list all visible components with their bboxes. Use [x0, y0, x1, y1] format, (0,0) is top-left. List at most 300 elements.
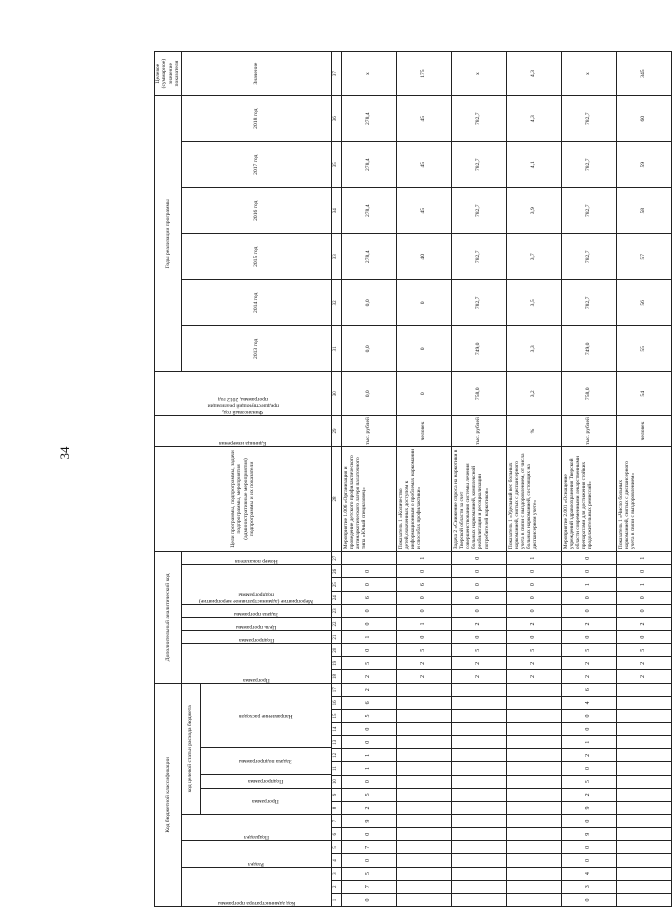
- code-digit: 0: [616, 604, 671, 617]
- code-digit: 2: [451, 670, 506, 683]
- code-digit: [506, 801, 561, 814]
- code-digit: [396, 788, 451, 801]
- code-digit: [396, 854, 451, 867]
- code-digit: 2: [506, 657, 561, 670]
- code-digit: [451, 788, 506, 801]
- code-digit: [616, 815, 671, 828]
- code-digit: 0: [341, 723, 396, 736]
- code-digit: [616, 736, 671, 749]
- code-digit: [451, 762, 506, 775]
- row-value-year: 782,7: [561, 188, 616, 234]
- table-row: [561, 52, 616, 907]
- code-digit: [396, 775, 451, 788]
- column-number: 34: [331, 188, 341, 234]
- year-2016-header: 2016 год: [181, 188, 331, 234]
- code-digit: 2: [451, 617, 506, 630]
- code-digit: 0: [506, 631, 561, 644]
- code-digit: 7: [341, 880, 396, 893]
- page-number: 34: [57, 446, 72, 460]
- column-number: 22: [331, 617, 341, 630]
- row-name: Задача 2 «Снижение спроса на наркотики в Тверской области за счет совершенствования системы лечения больных наркоманией, комплексной реабилитации и ресоциализации потребителей наркотиков»: [451, 446, 506, 551]
- code-digit: 2: [616, 657, 671, 670]
- row-value-year: 56: [616, 280, 671, 326]
- code-digit: 0: [616, 631, 671, 644]
- code-digit: 5: [506, 644, 561, 657]
- code-digit: [616, 762, 671, 775]
- code-digit: [616, 854, 671, 867]
- code-digit: 0: [341, 565, 396, 578]
- column-number: 32: [331, 280, 341, 326]
- row-value-year: 3,3: [506, 326, 561, 372]
- column-number: 8: [331, 801, 341, 814]
- column-number: 25: [331, 578, 341, 591]
- table-header: [155, 52, 342, 907]
- code-digit: [451, 828, 506, 841]
- column-number: 37: [331, 52, 341, 96]
- code-digit: [506, 841, 561, 854]
- add-subprogram-header: Подпрограмма: [181, 631, 331, 644]
- code-digit: [506, 788, 561, 801]
- code-digit: 5: [341, 657, 396, 670]
- code-digit: 0: [561, 723, 616, 736]
- row-value-year: 782,7: [561, 142, 616, 188]
- code-digit: 0: [561, 565, 616, 578]
- code-digit: [341, 552, 396, 565]
- code-digit: 2: [616, 670, 671, 683]
- row-value-year: 278,4: [341, 234, 396, 280]
- column-number: 24: [331, 591, 341, 604]
- code-digit: [616, 828, 671, 841]
- column-number: 14: [331, 723, 341, 736]
- year-2018-header: 2018 год: [181, 96, 331, 142]
- row-value-year: 782,7: [561, 234, 616, 280]
- table-row: [616, 52, 671, 907]
- code-digit: 0: [561, 815, 616, 828]
- code-digit: 9: [341, 815, 396, 828]
- row-value-year: 45: [396, 188, 451, 234]
- code-digit: 0: [341, 617, 396, 630]
- code-digit: 0: [396, 604, 451, 617]
- column-number-row: [331, 52, 341, 907]
- code-digit: [396, 867, 451, 880]
- row-target-value: 4,3: [506, 52, 561, 96]
- program-table: [154, 51, 672, 907]
- row-unit: тыс. рублей: [341, 416, 396, 447]
- row-name: Показатель 1 «Число больных наркоманией, снятых с диспансерного учета в связи с выздоровлением»: [616, 446, 671, 551]
- code-digit: 2: [561, 749, 616, 762]
- code-digit: 9: [561, 828, 616, 841]
- row-value-year: 749,0: [451, 326, 506, 372]
- row-value-year: 40: [396, 234, 451, 280]
- code-digit: [616, 775, 671, 788]
- row-unit: %: [506, 416, 561, 447]
- code-digit: [451, 709, 506, 722]
- code-digit: 0: [616, 591, 671, 604]
- code-digit: [506, 723, 561, 736]
- code-digit: 1: [506, 552, 561, 565]
- code-digit: [616, 801, 671, 814]
- code-digit: [451, 775, 506, 788]
- code-digit: [396, 893, 451, 906]
- row-name: Мероприятие 1.006 «Организация и проведение детского профилактического антинаркотического лагеря палаточного типа «Юный спецназовец»: [341, 446, 396, 551]
- code-digit: 2: [341, 683, 396, 696]
- code-digit: 9: [561, 801, 616, 814]
- code-digit: 0: [561, 841, 616, 854]
- code-digit: 0: [616, 565, 671, 578]
- section-header: Раздел: [181, 841, 331, 867]
- row-value-year: 782,7: [451, 280, 506, 326]
- row-value-year: 3,5: [506, 280, 561, 326]
- row-value-2012: 54: [616, 372, 671, 416]
- code-digit: [506, 893, 561, 906]
- code-digit: [506, 683, 561, 696]
- column-number: 18: [331, 670, 341, 683]
- code-digit: 0: [396, 591, 451, 604]
- row-value-2012: 0: [396, 372, 451, 416]
- column-number: 13: [331, 736, 341, 749]
- code-digit: [616, 749, 671, 762]
- row-value-year: 782,7: [561, 96, 616, 142]
- column-number: 21: [331, 631, 341, 644]
- code-digit: [396, 801, 451, 814]
- code-digit: [396, 723, 451, 736]
- row-unit: человек: [396, 416, 451, 447]
- column-number: 4: [331, 854, 341, 867]
- year-2014-header: 2014 год: [181, 280, 331, 326]
- code-digit: [616, 867, 671, 880]
- code-digit: [451, 841, 506, 854]
- row-unit: тыс. рублей: [561, 416, 616, 447]
- code-digit: [396, 828, 451, 841]
- code-digit: [451, 723, 506, 736]
- code-digit: 6: [341, 591, 396, 604]
- row-name: Мероприятие 2.001 «Оснащение учреждений здравоохранения Тверской области современными лекарственными препаратами для достижения стойких продолжительных ремиссий»: [561, 446, 616, 551]
- code-digit: [451, 801, 506, 814]
- row-name: Показатель 1 «Удельный вес больных наркоманией, снятых с диспансерного учета в связи с выздоровлением, от числа больных наркоманией, состоящих на диспансерном учете»: [506, 446, 561, 551]
- year-2013-header: 2013 год: [181, 326, 331, 372]
- column-number: 36: [331, 96, 341, 142]
- code-digit: 0: [561, 762, 616, 775]
- column-number: 23: [331, 604, 341, 617]
- column-number: 19: [331, 657, 341, 670]
- code-digit: 1: [341, 762, 396, 775]
- code-digit: [396, 749, 451, 762]
- code-digit: 1: [561, 736, 616, 749]
- year-2017-header: 2017 год: [181, 142, 331, 188]
- row-value-year: 782,7: [451, 188, 506, 234]
- column-number: 9: [331, 788, 341, 801]
- code-digit: 0: [451, 591, 506, 604]
- column-number: 33: [331, 234, 341, 280]
- code-digit: [506, 815, 561, 828]
- code-digit: [506, 867, 561, 880]
- task-col-header: Задача подпрограммы: [239, 758, 292, 765]
- code-digit: 5: [561, 644, 616, 657]
- code-digit: 5: [341, 867, 396, 880]
- code-digit: 6: [396, 578, 451, 591]
- code-digit: 5: [396, 644, 451, 657]
- code-digit: 5: [561, 775, 616, 788]
- code-digit: [506, 736, 561, 749]
- code-digit: 7: [341, 841, 396, 854]
- column-number: 17: [331, 683, 341, 696]
- table-row: [451, 52, 506, 907]
- code-digit: 2: [396, 670, 451, 683]
- code-digit: 2: [561, 788, 616, 801]
- code-digit: [506, 762, 561, 775]
- code-digit: 2: [341, 670, 396, 683]
- code-digit: [506, 696, 561, 709]
- row-target-value: 175: [396, 52, 451, 96]
- row-value-year: 782,7: [451, 234, 506, 280]
- code-digit: [506, 709, 561, 722]
- code-digit: 1: [561, 578, 616, 591]
- code-digit: 0: [451, 631, 506, 644]
- code-digit: 2: [616, 617, 671, 630]
- column-number: 6: [331, 828, 341, 841]
- program-col-header: Программа: [252, 798, 279, 805]
- code-digit: [616, 709, 671, 722]
- row-value-year: 45: [396, 96, 451, 142]
- column-number: 27: [331, 552, 341, 565]
- code-digit: 0: [396, 565, 451, 578]
- code-digit: [396, 880, 451, 893]
- row-target-value: 345: [616, 52, 671, 96]
- code-digit: 0: [451, 565, 506, 578]
- code-digit: 0: [561, 604, 616, 617]
- column-number: 2: [331, 880, 341, 893]
- code-digit: 1: [616, 578, 671, 591]
- column-number: 28: [331, 446, 341, 551]
- code-digit: 5: [341, 788, 396, 801]
- code-digit: 1: [396, 617, 451, 630]
- code-digit: 0: [561, 893, 616, 906]
- code-digit: 0: [341, 604, 396, 617]
- column-number: 10: [331, 775, 341, 788]
- column-number: 12: [331, 749, 341, 762]
- code-digit: [506, 749, 561, 762]
- code-digit: 1: [341, 631, 396, 644]
- code-digit: 0: [561, 854, 616, 867]
- row-value-year: 4,3: [506, 96, 561, 142]
- code-digit: 6: [341, 696, 396, 709]
- column-number: 1: [331, 893, 341, 906]
- add-goal-header: Цель программы: [181, 617, 331, 630]
- code-digit: [616, 788, 671, 801]
- column-number: 7: [331, 815, 341, 828]
- column-number: 16: [331, 696, 341, 709]
- target-article-title: код целевой статьи расхода бюджета: [182, 684, 201, 814]
- table-row: [506, 52, 561, 907]
- column-number: 35: [331, 142, 341, 188]
- row-value-year: 4,1: [506, 142, 561, 188]
- code-digit: [616, 880, 671, 893]
- column-number: 3: [331, 867, 341, 880]
- code-digit: 2: [506, 670, 561, 683]
- add-task-header: Задача программы: [181, 604, 331, 617]
- code-digit: 2: [561, 657, 616, 670]
- add-indicator-header: Номер показателя: [181, 552, 331, 565]
- year-2015-header: 2015 год: [181, 234, 331, 280]
- code-digit: 0: [506, 591, 561, 604]
- code-digit: 4: [561, 696, 616, 709]
- row-value-year: 278,4: [341, 188, 396, 234]
- row-target-value: x: [341, 52, 396, 96]
- column-number: 15: [331, 709, 341, 722]
- code-digit: [396, 709, 451, 722]
- code-digit: [616, 841, 671, 854]
- row-value-2012: 0,0: [341, 372, 396, 416]
- code-digit: 0: [506, 578, 561, 591]
- value-header: Значение: [181, 52, 331, 96]
- row-value-2012: 3,2: [506, 372, 561, 416]
- row-value-year: 3,9: [506, 188, 561, 234]
- code-digit: [506, 880, 561, 893]
- row-name: Показатель 1 «Количество детей,охваченных доступом к информационным о проблемах наркомании и способах профилактики»: [396, 446, 451, 551]
- row-value-year: 0,0: [341, 326, 396, 372]
- code-digit: [451, 880, 506, 893]
- code-digit: 0: [341, 854, 396, 867]
- goals-header: Цели программы, подпрограммы, задачи подпрограммы, мероприятия (административные мероприятия) подпрограммы и их показатели: [155, 446, 332, 551]
- code-digit: 0: [506, 565, 561, 578]
- code-digit: 3: [561, 880, 616, 893]
- row-target-value: x: [451, 52, 506, 96]
- table-row: [396, 52, 451, 907]
- code-digit: [396, 683, 451, 696]
- row-value-year: 60: [616, 96, 671, 142]
- code-digit: 1: [341, 749, 396, 762]
- row-value-year: 58: [616, 188, 671, 234]
- code-digit: [451, 736, 506, 749]
- row-value-year: 57: [616, 234, 671, 280]
- table-row: [341, 52, 396, 907]
- code-digit: 0: [561, 552, 616, 565]
- code-digit: 0: [451, 552, 506, 565]
- row-target-value: x: [561, 52, 616, 96]
- code-digit: [506, 854, 561, 867]
- code-digit: [451, 815, 506, 828]
- row-value-year: 3,7: [506, 234, 561, 280]
- code-digit: 6: [561, 683, 616, 696]
- code-digit: [451, 893, 506, 906]
- code-digit: [451, 867, 506, 880]
- code-digit: 1: [396, 552, 451, 565]
- row-value-year: 59: [616, 142, 671, 188]
- years-header: Годы реализации программы: [155, 96, 182, 372]
- code-digit: [396, 815, 451, 828]
- code-digit: [396, 841, 451, 854]
- column-number: 30: [331, 372, 341, 416]
- code-digit: 0: [341, 893, 396, 906]
- row-value-year: 45: [396, 142, 451, 188]
- target-header: Целевое (суммарное) значение показателя: [155, 52, 182, 96]
- code-digit: 0: [341, 775, 396, 788]
- column-number: 29: [331, 416, 341, 447]
- row-value-year: 0: [396, 280, 451, 326]
- row-unit: тыс. рублей: [451, 416, 506, 447]
- code-digit: [616, 696, 671, 709]
- code-digit: 2: [561, 670, 616, 683]
- column-number: 31: [331, 326, 341, 372]
- row-value-year: 782,7: [561, 280, 616, 326]
- column-number: 20: [331, 644, 341, 657]
- code-digit: 1: [616, 552, 671, 565]
- table-body: [341, 52, 671, 907]
- row-unit: человек: [616, 416, 671, 447]
- code-digit: [451, 749, 506, 762]
- additional-code-header: Дополнительный аналитический код: [155, 552, 182, 684]
- column-number: 5: [331, 841, 341, 854]
- column-number: 11: [331, 762, 341, 775]
- code-digit: 5: [616, 644, 671, 657]
- program-table-sheet: [154, 51, 647, 907]
- row-value-year: 749,0: [561, 326, 616, 372]
- row-value-year: 55: [616, 326, 671, 372]
- code-digit: 0: [561, 591, 616, 604]
- code-digit: 2: [396, 657, 451, 670]
- code-digit: [396, 696, 451, 709]
- row-value-year: 0: [396, 326, 451, 372]
- fin-year-header: Финансовый год, предшествующий реализации программы, 2012 год: [155, 372, 332, 416]
- code-digit: 0: [396, 631, 451, 644]
- code-digit: 0: [451, 578, 506, 591]
- code-digit: 0: [561, 631, 616, 644]
- code-digit: [396, 762, 451, 775]
- direction-col-header: Направление расходов: [238, 712, 293, 719]
- code-digit: [451, 683, 506, 696]
- code-digit: 2: [506, 617, 561, 630]
- budget-classification-header: Код бюджетной классификации: [155, 683, 182, 906]
- code-digit: [451, 696, 506, 709]
- code-digit: [506, 775, 561, 788]
- row-value-year: 0,0: [341, 280, 396, 326]
- code-digit: 0: [506, 604, 561, 617]
- code-digit: 0: [341, 828, 396, 841]
- add-measure-header: Мероприятие (административное мероприятие) подпрограммы: [181, 565, 331, 604]
- code-digit: 2: [561, 617, 616, 630]
- code-digit: 0: [451, 604, 506, 617]
- unit-header: Единица измерения: [155, 416, 332, 447]
- code-digit: [396, 736, 451, 749]
- code-digit: [616, 683, 671, 696]
- subprogram-col-header: Подпрограмма: [248, 778, 284, 785]
- code-digit: 2: [341, 801, 396, 814]
- code-digit: 0: [341, 736, 396, 749]
- code-digit: 4: [561, 867, 616, 880]
- row-value-year: 278,4: [341, 96, 396, 142]
- code-digit: 0: [341, 578, 396, 591]
- row-value-year: 278,4: [341, 142, 396, 188]
- subsection-header: Подраздел: [181, 815, 331, 841]
- code-digit: 0: [341, 644, 396, 657]
- code-digit: 5: [341, 709, 396, 722]
- code-digit: 0: [561, 709, 616, 722]
- admin-code-header: Код администратора программы: [181, 867, 331, 906]
- row-value-2012: 758,0: [561, 372, 616, 416]
- add-program-header: Программа: [181, 644, 331, 683]
- row-value-2012: 758,0: [451, 372, 506, 416]
- row-value-year: 782,7: [451, 142, 506, 188]
- code-digit: [616, 723, 671, 736]
- code-digit: 5: [451, 644, 506, 657]
- row-value-year: 782,7: [451, 96, 506, 142]
- code-digit: 2: [451, 657, 506, 670]
- target-article-header: [181, 683, 331, 814]
- code-digit: [616, 893, 671, 906]
- code-digit: [451, 854, 506, 867]
- code-digit: [506, 828, 561, 841]
- column-number: 26: [331, 565, 341, 578]
